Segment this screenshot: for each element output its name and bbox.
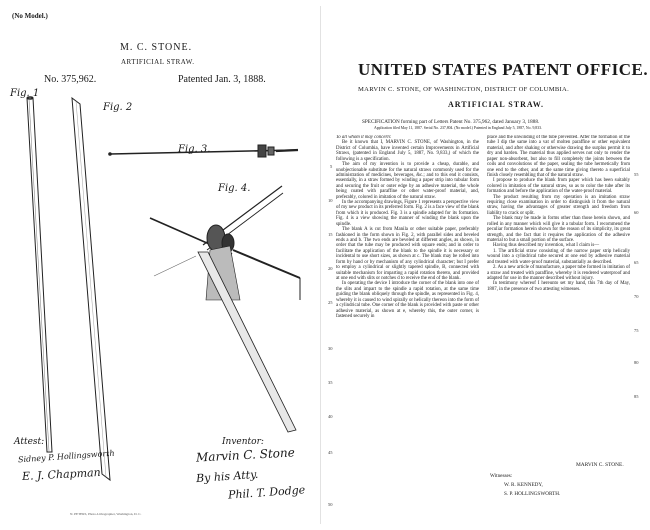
witness-signature-2: E. J. Chapman — [21, 465, 102, 484]
line-number: 60 — [634, 210, 639, 215]
col1-paragraph: In the accompanying drawings, Figure 1 represents a perspective view of my new product in its preferred form. Fig. 2 is a face view of the blank from which it is produced. Fig. 3 is a spindle adapted for its formation. Fig. 4 is a view showing the manner of winding the blank upon the spindle. — [336, 200, 479, 227]
application-line: Application filed May 11, 1887. Serial No. 237,804. (No model.) Patented in England July 5, 1887, No. 9,833. — [374, 126, 542, 130]
fig-1-straw — [27, 97, 52, 452]
salutation: To all whom it may concern: — [336, 135, 392, 140]
spec-invention-title: ARTIFICIAL STRAW. — [448, 100, 545, 109]
line-number: 80 — [634, 360, 639, 365]
col1-paragraph: The blank A is cut from Manila or other suitable paper, preferably fashioned in the form shown in Fig. 2, with parallel sides and beveled ends a and b. The two ends are beveled at different angles, as shown, in order that the tube may be produced with square ends; and in order to facilitate the application of the blank to the spindle it is necessary or incidental to use short sizes, as shown at c. The blank may be rolled into form by hand or by mechanism of any cylindrical character; but I prefer to employ a cylindrical or slightly tapered spindle, B, connected with suitable mechanism for imparting a rapid rotation thereto, and provided at one end with slits or notches d to receive the end of the blank. — [336, 227, 479, 281]
by-his-atty: By his Atty. — [195, 467, 259, 486]
line-number: 45 — [328, 450, 333, 455]
col2-paragraph: The product resulting from my operation is an imitation straw requiring close examination in order to distinguish it from the natural straw, having the advantages of greater strength and freedom from liability to crack or split. — [487, 194, 630, 216]
line-number: 40 — [328, 414, 333, 419]
witness-signature-1: Sidney P. Hollingsworth — [17, 448, 115, 465]
line-number: 25 — [328, 300, 333, 305]
drawing-sheet — [0, 0, 318, 530]
line-number: 70 — [634, 294, 639, 299]
line-number: 65 — [634, 260, 639, 265]
claim-item: 1. The artificial straw consisting of the narrow paper strip helically wound into a cylindrical tube secured at one end by adhesive material and treated with water-proof material, substantially as described. — [487, 248, 630, 265]
line-number: 50 — [328, 502, 333, 507]
line-number: 20 — [328, 266, 333, 271]
office-heading: UNITED STATES PATENT OFFICE. — [358, 60, 649, 79]
col2-paragraph: The blank may be made in forms other than those herein shown, and rolled in any manner which will give it a tubular form. I recommend the peculiar formation herein shown for the reason of its simplicity, its great strength, and the fact that it requires the application of the adhesive material to but a small portion of the surface. — [487, 216, 630, 244]
col1-paragraph: Be it known that I, MARVIN C. STONE, of Washington, in the District of Columbia, have invented certain Improvements in Artificial Straws, (patented in England July 5, 1887, No. 9,833,) of which the following is a specification. — [336, 140, 479, 162]
sheet-divider — [320, 6, 321, 524]
line-number: 85 — [634, 394, 639, 399]
attest-label: Attest: — [14, 437, 45, 447]
col1-paragraph: In operating the device I introduce the corner of the blank into one of the slits and impart to the spindle a rapid rotation, at the same time guiding the blank obliquely through the spindle, as represented in Fig. 4, whereby it is caused to wind spirally or helically thereon into the form of a cylindrical tube. One corner of the blank is provided with paste or other adhesive material, as shown at e, whereby this, the outer corner, is fastened securely in — [336, 281, 479, 319]
line-number: 75 — [634, 328, 639, 333]
printer-note: N. PETERS, Photo-Lithographer, Washington, D. C. — [70, 512, 142, 516]
witnesses-label: Witnesses: — [490, 473, 513, 479]
spec-column-2 — [487, 135, 630, 460]
fig-3-label: Fig. 3. — [178, 144, 211, 155]
fig-2-label: Fig. 2 — [103, 102, 133, 113]
col1-paragraph: The aim of my invention is to provide a cheap, durable, and unobjectionable substitute for the natural straws commonly used for the administration of medicines, beverages, &c.; and to this end it consists, essentially, in a straw formed by winding a paper strip into tubular form and securing the fruit or outer edge by an adhesive material, the whole being coated with paraffine or other water-proof material, and, preferably, colored in imitation of the natural straw. — [336, 162, 479, 200]
specification-sheet — [322, 0, 650, 530]
line-number: 30 — [328, 346, 333, 351]
spec-column-1 — [336, 135, 479, 513]
fig-3-spindle — [109, 145, 298, 157]
spec-signature: MARVIN C. STONE. — [576, 462, 624, 468]
drawing-invention-title: ARTIFICIAL STRAW. — [121, 58, 195, 66]
line-number: 10 — [328, 198, 333, 203]
claim-intro: Having thus described my invention, what I claim is— — [493, 243, 600, 249]
claim-item: 2. As a new article of manufacture, a paper tube formed in imitation of a straw and treated with paraffine, whereby it is rendered waterproof and adapted for use in the manner described without injury. — [487, 265, 630, 281]
testimony: In testimony whereof I hereunto set my hand, this 7th day of May, 1887, in the presence of two attesting witnesses. — [487, 281, 630, 292]
inventor-line: MARVIN C. STONE, OF WASHINGTON, DISTRICT OF COLUMBIA. — [358, 86, 570, 93]
fig-4-label: Fig. 4. — [218, 183, 251, 194]
witness-name-2: S. P. HOLLINGSWORTH. — [504, 491, 561, 497]
inventor-signature: Marvin C. Stone — [195, 445, 296, 465]
fig-4-winding — [150, 186, 300, 432]
drawing-inventor-name: M. C. STONE. — [120, 42, 193, 53]
model-note: (No Model.) — [12, 12, 48, 20]
inventor-label: Inventor: — [222, 437, 264, 447]
attorney-signature: Phil. T. Dodge — [227, 483, 306, 502]
fig-1-label: Fig. 1 — [10, 88, 40, 99]
fig-2-blank — [72, 98, 110, 480]
patent-date: Patented Jan. 3, 1888. — [178, 74, 266, 85]
patent-number: No. 375,962. — [44, 74, 97, 85]
col2-paragraph: place and the unwinding of the tube prevented. After the formation of the tube I dip the same into a vat of molten paraffine or other equivalent material, and after shaking or otherwise drawing the surplus permit it to dry and harden. The material thus applied serves not only to render the paper non-absorbent, but also to fill completely the joints between the coils and convolutions of the paper, sealing the tube hermetically from one end to the other, and at the same time giving thereto a superficial finish closely resembling that of the natural straw. — [487, 135, 630, 178]
specification-line: SPECIFICATION forming part of Letters Patent No. 375,962, dated January 3, 1888. — [362, 119, 540, 125]
col2-paragraph: I propose to produce the blank from paper which has been suitably colored in imitation of the natural straw, so as to color the tube after its formation and before the application of the water-proof material. — [487, 178, 630, 195]
line-number: 55 — [634, 172, 639, 177]
line-number: 35 — [328, 380, 333, 385]
line-number: 5 — [330, 164, 333, 169]
line-number: 15 — [328, 232, 333, 237]
witness-name-1: W. R. KENNEDY, — [504, 482, 543, 488]
